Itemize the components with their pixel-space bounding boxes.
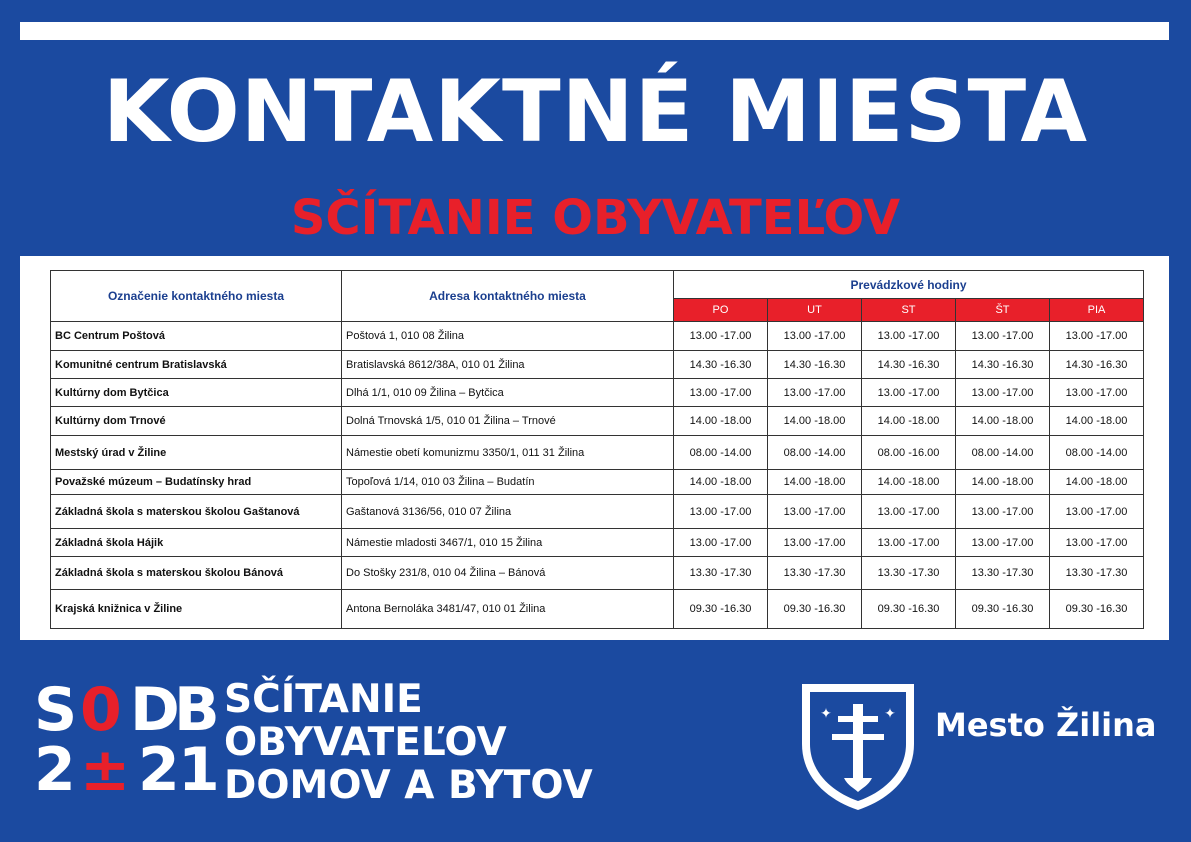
contact-points-table: [50, 270, 1144, 629]
opening-hours-cell: 08.00 -16.00: [862, 436, 956, 470]
column-header-hours: Prevádzkové hodiny: [674, 271, 1144, 299]
location-name: BC Centrum Poštová: [51, 322, 342, 351]
opening-hours-cell: 13.00 -17.00: [862, 495, 956, 529]
day-header: PO: [674, 299, 768, 322]
opening-hours-cell: 13.00 -17.00: [862, 529, 956, 557]
census-logo-text: [224, 678, 593, 807]
svg-text:✦: ✦: [884, 706, 896, 722]
table-row: [51, 322, 1144, 351]
column-header-address: Adresa kontaktného miesta: [342, 271, 674, 322]
table-row: [51, 529, 1144, 557]
opening-hours-cell: 08.00 -14.00: [956, 436, 1050, 470]
opening-hours-cell: 14.30 -16.30: [956, 351, 1050, 379]
opening-hours-cell: 13.00 -17.00: [862, 322, 956, 351]
opening-hours-cell: 14.00 -18.00: [674, 407, 768, 436]
logo-char: B: [174, 675, 220, 745]
logo-text-line: DOMOV A BYTOV: [224, 763, 593, 808]
page-title: KONTAKTNÉ MIESTA: [102, 62, 1089, 162]
logo-char: D: [130, 675, 180, 745]
logo-char: 2: [138, 735, 180, 805]
opening-hours-cell: 08.00 -14.00: [768, 436, 862, 470]
logo-char-zero: 0: [80, 675, 122, 745]
location-address: Antona Bernoláka 3481/47, 010 01 Žilina: [342, 590, 674, 629]
opening-hours-cell: 14.30 -16.30: [862, 351, 956, 379]
location-address: Gaštanová 3136/56, 010 07 Žilina: [342, 495, 674, 529]
location-name: Považské múzeum – Budatínsky hrad: [51, 470, 342, 495]
location-name: Kultúrny dom Trnové: [51, 407, 342, 436]
day-header: PIA: [1050, 299, 1144, 322]
table-row: [51, 407, 1144, 436]
opening-hours-cell: 09.30 -16.30: [768, 590, 862, 629]
opening-hours-cell: 14.30 -16.30: [674, 351, 768, 379]
day-header: ST: [862, 299, 956, 322]
table-body: [51, 322, 1144, 629]
city-name: Mesto Žilina: [935, 706, 1157, 744]
opening-hours-cell: 13.00 -17.00: [674, 322, 768, 351]
top-white-bar: [20, 22, 1169, 40]
opening-hours-cell: 13.00 -17.00: [768, 322, 862, 351]
location-address: Do Stošky 231/8, 010 04 Žilina – Bánová: [342, 557, 674, 590]
opening-hours-cell: 13.30 -17.30: [862, 557, 956, 590]
opening-hours-cell: 13.00 -17.00: [956, 495, 1050, 529]
location-name: Komunitné centrum Bratislavská: [51, 351, 342, 379]
opening-hours-cell: 09.30 -16.30: [1050, 590, 1144, 629]
opening-hours-cell: 14.00 -18.00: [1050, 470, 1144, 495]
opening-hours-cell: 13.00 -17.00: [1050, 529, 1144, 557]
table-row: [51, 557, 1144, 590]
opening-hours-cell: 08.00 -14.00: [1050, 436, 1144, 470]
location-address: Bratislavská 8612/38A, 010 01 Žilina: [342, 351, 674, 379]
opening-hours-cell: 13.30 -17.30: [768, 557, 862, 590]
table-head: [51, 271, 1144, 322]
opening-hours-cell: 13.00 -17.00: [674, 529, 768, 557]
location-address: Námestie obetí komunizmu 3350/1, 011 31 Žilina: [342, 436, 674, 470]
opening-hours-cell: 13.00 -17.00: [768, 529, 862, 557]
location-name: Mestský úrad v Žiline: [51, 436, 342, 470]
opening-hours-cell: 13.00 -17.00: [768, 379, 862, 407]
location-name: Základná škola s materskou školou Bánová: [51, 557, 342, 590]
opening-hours-cell: 14.00 -18.00: [1050, 407, 1144, 436]
logo-char: 2: [34, 735, 76, 805]
table-row: [51, 470, 1144, 495]
logo-text-line: SČÍTANIE: [224, 677, 423, 722]
location-address: Poštová 1, 010 08 Žilina: [342, 322, 674, 351]
svg-text:✦: ✦: [820, 706, 832, 722]
day-header: ŠT: [956, 299, 1050, 322]
logo-char-plusminus: ±: [80, 735, 131, 805]
location-name: Kultúrny dom Bytčica: [51, 379, 342, 407]
table-header-row: [51, 271, 1144, 299]
opening-hours-cell: 13.00 -17.00: [674, 379, 768, 407]
opening-hours-cell: 09.30 -16.30: [674, 590, 768, 629]
opening-hours-cell: 13.00 -17.00: [956, 379, 1050, 407]
opening-hours-cell: 13.00 -17.00: [1050, 495, 1144, 529]
opening-hours-cell: 14.00 -18.00: [862, 470, 956, 495]
opening-hours-cell: 13.00 -17.00: [674, 495, 768, 529]
location-name: Krajská knižnica v Žiline: [51, 590, 342, 629]
table-row: [51, 351, 1144, 379]
opening-hours-cell: 13.00 -17.00: [768, 495, 862, 529]
table-row: [51, 436, 1144, 470]
census-logo-mark: [34, 675, 224, 810]
table-row: [51, 495, 1144, 529]
opening-hours-cell: 09.30 -16.30: [862, 590, 956, 629]
opening-hours-cell: 09.30 -16.30: [956, 590, 1050, 629]
zilina-coat-of-arms-icon: [798, 682, 918, 812]
opening-hours-cell: 08.00 -14.00: [674, 436, 768, 470]
opening-hours-cell: 13.00 -17.00: [1050, 322, 1144, 351]
location-address: Topoľová 1/14, 010 03 Žilina – Budatín: [342, 470, 674, 495]
opening-hours-cell: 14.30 -16.30: [768, 351, 862, 379]
opening-hours-cell: 13.30 -17.30: [1050, 557, 1144, 590]
opening-hours-cell: 14.30 -16.30: [1050, 351, 1144, 379]
location-address: Dolná Trnovská 1/5, 010 01 Žilina – Trnové: [342, 407, 674, 436]
column-header-name: Označenie kontaktného miesta: [51, 271, 342, 322]
page-subtitle: SČÍTANIE OBYVATEĽOV: [290, 190, 901, 246]
opening-hours-cell: 14.00 -18.00: [956, 470, 1050, 495]
location-address: Dlhá 1/1, 010 09 Žilina – Bytčica: [342, 379, 674, 407]
location-name: Základná škola Hájik: [51, 529, 342, 557]
opening-hours-cell: 13.30 -17.30: [956, 557, 1050, 590]
opening-hours-cell: 14.00 -18.00: [674, 470, 768, 495]
logo-char: 1: [178, 735, 220, 805]
table-row: [51, 590, 1144, 629]
opening-hours-cell: 14.00 -18.00: [956, 407, 1050, 436]
logo-char: S: [34, 675, 78, 745]
opening-hours-cell: 13.00 -17.00: [1050, 379, 1144, 407]
table-row: [51, 379, 1144, 407]
location-name: Základná škola s materskou školou Gaštanová: [51, 495, 342, 529]
opening-hours-cell: 13.00 -17.00: [862, 379, 956, 407]
opening-hours-cell: 14.00 -18.00: [768, 470, 862, 495]
opening-hours-cell: 14.00 -18.00: [768, 407, 862, 436]
location-address: Námestie mladosti 3467/1, 010 15 Žilina: [342, 529, 674, 557]
day-header: UT: [768, 299, 862, 322]
opening-hours-cell: 13.00 -17.00: [956, 322, 1050, 351]
opening-hours-cell: 13.00 -17.00: [956, 529, 1050, 557]
logo-text-line: OBYVATEĽOV: [224, 720, 507, 765]
opening-hours-cell: 14.00 -18.00: [862, 407, 956, 436]
opening-hours-cell: 13.30 -17.30: [674, 557, 768, 590]
